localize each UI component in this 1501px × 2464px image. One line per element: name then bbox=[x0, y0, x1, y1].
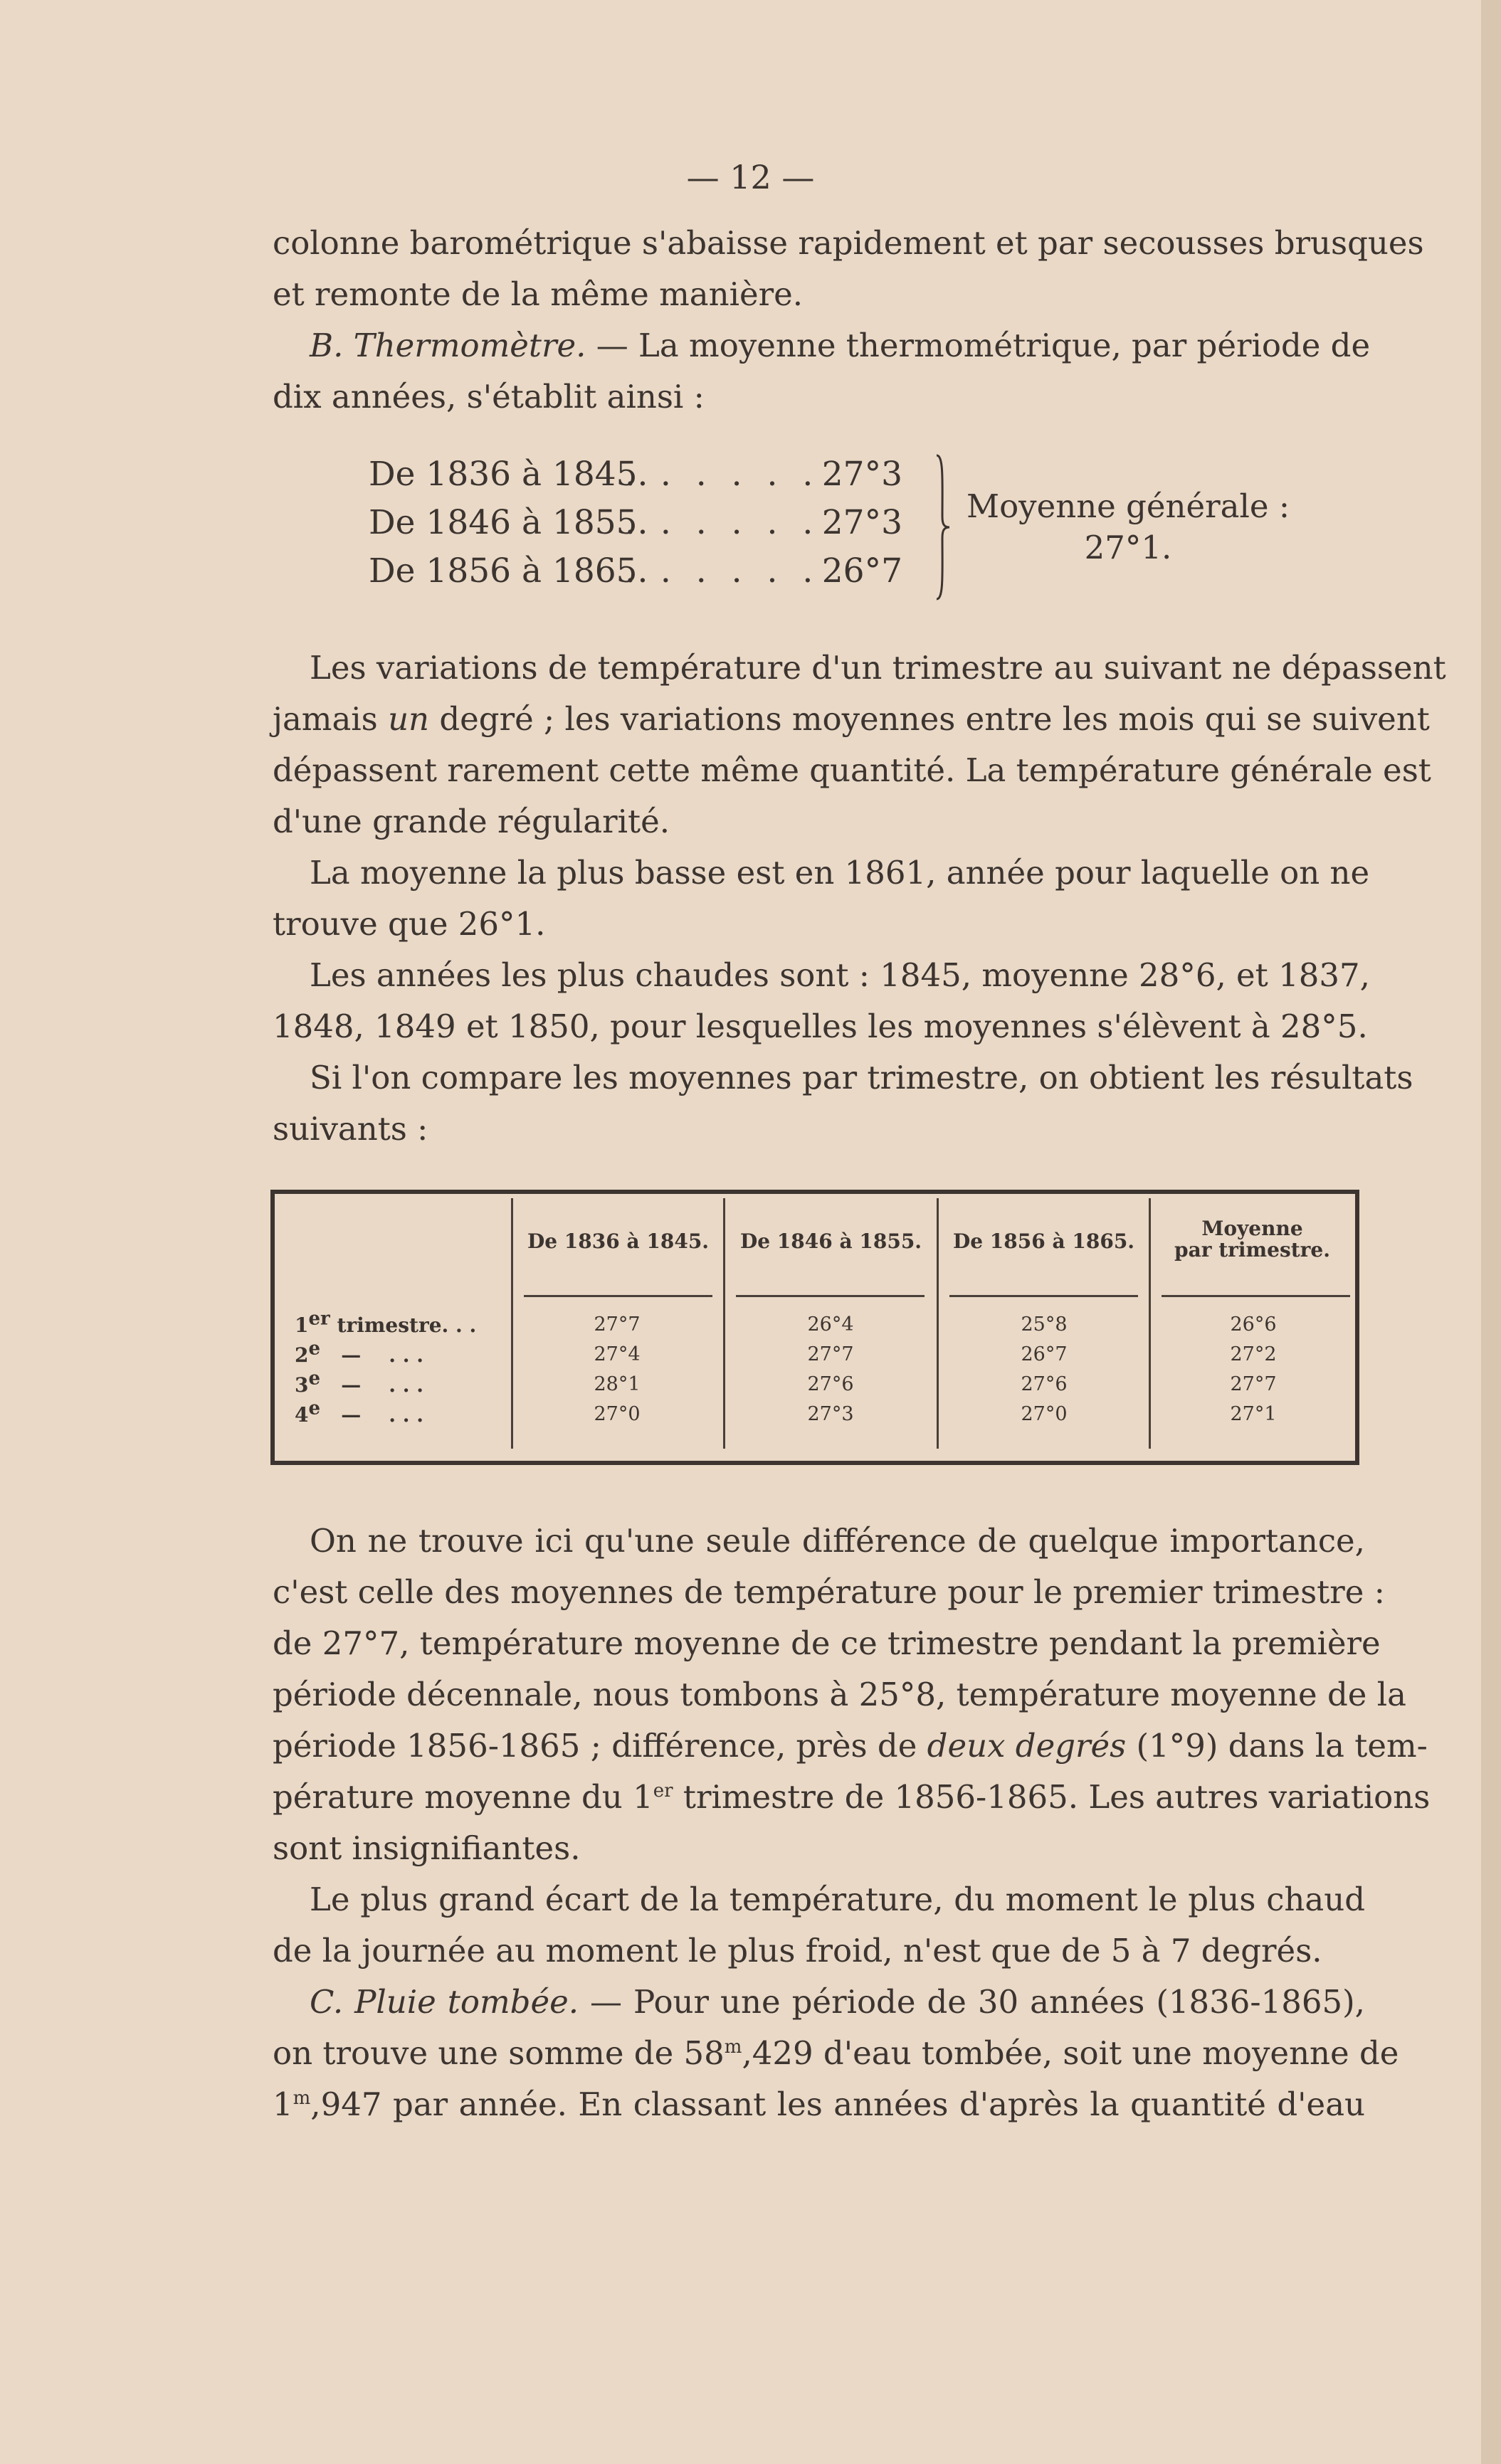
table-cell: 27°3 bbox=[807, 1403, 854, 1425]
table-cell: 27°6 bbox=[1021, 1373, 1068, 1395]
text-line: Les variations de température d'un trimestre au suivant ne dépassent bbox=[310, 649, 1446, 687]
text-line: et remonte de la même manière. bbox=[273, 275, 804, 313]
row-label: 3e — . . . bbox=[295, 1368, 424, 1397]
text-line: c'est celle des moyennes de température pour le premier trimestre : bbox=[273, 1573, 1385, 1611]
table-cell: 26°4 bbox=[807, 1313, 854, 1336]
page-number: — 12 — bbox=[686, 158, 815, 196]
text-line: 1$^m$,947 par année. En classant les années d'après la quantité d'eau bbox=[273, 2085, 1365, 2123]
table-cell: 27°7 bbox=[594, 1313, 641, 1336]
text-line: pérature moyenne du 1er trimestre de 1856-1865. Les autres variations bbox=[273, 1778, 1431, 1816]
table-cell: 27°1 bbox=[1230, 1403, 1277, 1425]
table-cell: 27°4 bbox=[594, 1343, 641, 1365]
text-line: Les années les plus chaudes sont : 1845, moyenne 28°6, et 1837, bbox=[310, 956, 1370, 994]
text-line: On ne trouve ici qu'une seule différence de quelque importance, bbox=[310, 1522, 1365, 1560]
text-line: 1848, 1849 et 1850, pour lesquelles les moyennes s'élèvent à 28°5. bbox=[273, 1008, 1368, 1045]
section-heading-thermometre: B. Thermomètre. bbox=[310, 327, 586, 364]
table-header: De 1836 à 1845. bbox=[527, 1230, 710, 1253]
text-line: C. Pluie tombée. — Pour une période de 30 années (1836-1865), bbox=[310, 1983, 1365, 2021]
table-cell: 26°7 bbox=[1021, 1343, 1068, 1365]
row-label: 1er trimestre. . . bbox=[295, 1308, 477, 1337]
text-line: période 1856-1865 ; différence, près de deux degrés (1°9) dans la tem- bbox=[273, 1727, 1428, 1765]
table-cell: 28°1 bbox=[594, 1373, 641, 1395]
text-line: colonne barométrique s'abaisse rapidement et par secousses brusques bbox=[273, 224, 1424, 262]
table-header: De 1846 à 1855. bbox=[739, 1230, 922, 1253]
table-cell: 27°2 bbox=[1230, 1343, 1277, 1365]
table-cell: 27°0 bbox=[1021, 1403, 1068, 1425]
brace-icon bbox=[934, 453, 952, 602]
paragraph-analysis bbox=[273, 1516, 1431, 2130]
quarterly-table bbox=[270, 1190, 1359, 1465]
header-rule bbox=[949, 1295, 1138, 1297]
table-cell: 27°7 bbox=[1230, 1373, 1277, 1395]
row-label: 4e — . . . bbox=[295, 1397, 424, 1427]
text-line: dix années, s'établit ainsi : bbox=[273, 378, 705, 416]
header-rule bbox=[1162, 1295, 1350, 1297]
table-cell: 27°7 bbox=[807, 1343, 854, 1365]
section-heading-pluie: C. Pluie tombée. bbox=[310, 1983, 579, 2021]
text-line: jamais un degré ; les variations moyennes entre les mois qui se suivent bbox=[273, 700, 1430, 738]
row-label: 2e — . . . bbox=[295, 1338, 424, 1367]
decade-averages bbox=[369, 450, 902, 596]
text-line: suivants : bbox=[273, 1110, 428, 1148]
page-edge bbox=[1481, 0, 1501, 2464]
decade-row: De 1846 à 1855.. . . . . .27°3 bbox=[369, 503, 902, 542]
text-line: on trouve une somme de 58$^m$,429 d'eau tombée, soit une moyenne de bbox=[273, 2034, 1399, 2072]
table-cell: 27°0 bbox=[594, 1403, 641, 1425]
header-rule bbox=[524, 1295, 712, 1297]
text-line: de la journée au moment le plus froid, n'est que de 5 à 7 degrés. bbox=[273, 1932, 1322, 1969]
text-line: Le plus grand écart de la température, du moment le plus chaud bbox=[310, 1881, 1365, 1918]
header-rule bbox=[736, 1295, 925, 1297]
text-line: de 27°7, température moyenne de ce trimestre pendant la première bbox=[273, 1624, 1381, 1662]
table-header: Moyenne par trimestre. bbox=[1174, 1217, 1330, 1262]
table-cell: 25°8 bbox=[1021, 1313, 1068, 1336]
text-line: dépassent rarement cette même quantité. La température générale est bbox=[273, 751, 1431, 789]
text-line: trouve que 26°1. bbox=[273, 905, 546, 943]
table-header: De 1856 à 1865. bbox=[952, 1230, 1135, 1253]
paragraph-barometer bbox=[273, 218, 1424, 423]
text-line: La moyenne la plus basse est en 1861, année pour laquelle on ne bbox=[310, 854, 1370, 892]
text-line: période décennale, nous tombons à 25°8, température moyenne de la bbox=[273, 1676, 1406, 1713]
paragraph-variations bbox=[273, 643, 1446, 1155]
text-line: Si l'on compare les moyennes par trimestre, on obtient les résultats bbox=[310, 1059, 1413, 1096]
table-cell: 27°6 bbox=[807, 1373, 854, 1395]
decade-row: De 1836 à 1845.. . . . . .27°3 bbox=[369, 455, 902, 494]
text-line: B. Thermomètre. — La moyenne thermométrique, par période de bbox=[310, 327, 1371, 364]
overall-average: Moyenne générale : 27°1. bbox=[967, 487, 1290, 566]
table-cell: 26°6 bbox=[1230, 1313, 1277, 1336]
decade-row: De 1856 à 1865.. . . . . .26°7 bbox=[369, 551, 902, 591]
text-line: d'une grande régularité. bbox=[273, 803, 670, 840]
text-line: sont insignifiantes. bbox=[273, 1829, 581, 1867]
